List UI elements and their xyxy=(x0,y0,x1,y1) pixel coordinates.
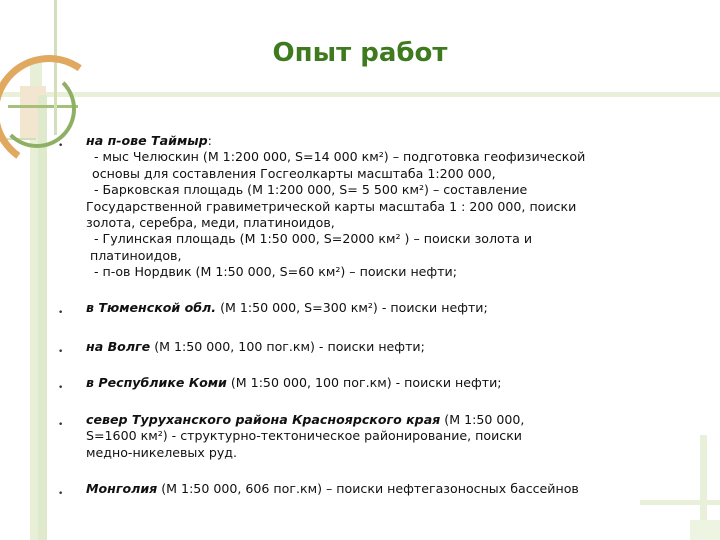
list-item xyxy=(86,481,666,497)
item-lead: Монголия xyxy=(86,481,158,496)
item-text: (М 1:50 000, 606 пог.км) – поиски нефтегазоносных бассейнов xyxy=(157,481,579,496)
item-lead: на Волге xyxy=(86,339,151,354)
frame-block-corner xyxy=(690,520,720,540)
item-subline: золота, серебра, меди, платиноидов, xyxy=(86,215,335,231)
bullet-icon: • xyxy=(58,308,64,318)
item-lead: в Тюменской обл. xyxy=(86,300,217,315)
frame-stripe-horizontal xyxy=(0,92,720,97)
item-text: : xyxy=(207,133,212,148)
item-subline: платиноидов, xyxy=(90,247,182,263)
item-text: (М 1:50 000, S=300 км²) - поиски нефти; xyxy=(216,300,488,315)
decorative-arc-green xyxy=(0,70,76,148)
item-subline: - Гулинская площадь (М 1:50 000, S=2000 км² ) – поиски золота и xyxy=(94,231,533,247)
item-text: (М 1:50 000, 100 пог.км) - поиски нефти; xyxy=(150,339,425,354)
item-subline: - мыс Челюскин (М 1:200 000, S=14 000 км²) – подготовка геофизической xyxy=(94,149,586,165)
item-subline: - п-ов Нордвик (М 1:50 000, S=60 км²) – поиски нефти; xyxy=(94,264,457,280)
list-item xyxy=(86,412,666,461)
bullet-icon: • xyxy=(58,347,64,357)
list-item xyxy=(86,339,666,355)
list-item xyxy=(86,375,666,391)
item-subline: медно-никелевых руд. xyxy=(86,444,237,460)
item-subline: S=1600 км²) - структурно-тектоническое районирование, поиски xyxy=(86,428,522,444)
item-text: (М 1:50 000, 100 пог.км) - поиски нефти; xyxy=(226,375,502,390)
bullet-icon: • xyxy=(58,141,64,151)
list-item xyxy=(86,300,666,316)
item-text: (М 1:50 000, xyxy=(440,412,525,427)
item-subline: Государственной гравиметрической карты масштаба 1 : 200 000, поиски xyxy=(86,198,577,214)
item-subline: - Барковская площадь (М 1:200 000, S= 5 500 км²) – составление xyxy=(94,182,528,198)
item-subline: основы для составления Госгеолкарты масштаба 1:200 000, xyxy=(92,165,496,181)
item-lead: на п-ове Таймыр xyxy=(86,133,208,148)
item-lead: в Республике Коми xyxy=(86,375,227,390)
bullet-icon: • xyxy=(58,489,64,499)
list-item xyxy=(86,133,666,281)
item-lead: север Туруханского района Красноярского края xyxy=(86,412,441,427)
frame-stripe-bottom xyxy=(640,500,720,505)
bullet-icon: • xyxy=(58,420,64,430)
bullet-icon: • xyxy=(58,383,64,393)
page-title: Опыт работ xyxy=(272,38,448,68)
